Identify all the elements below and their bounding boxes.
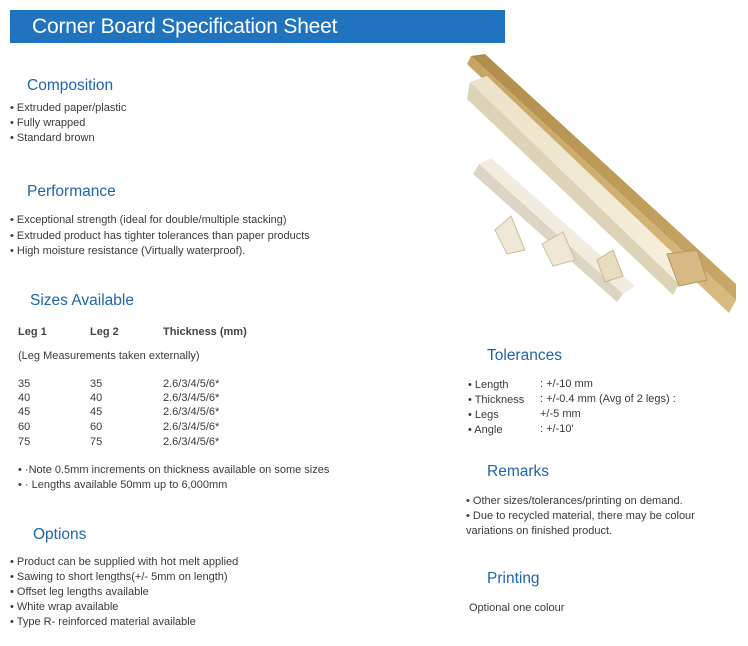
board-end-profile [495, 216, 525, 254]
table-cell: 75 [18, 436, 31, 448]
composition-item: • Standard brown [10, 132, 95, 144]
performance-item: • Exceptional strength (ideal for double/multiple stacking) [10, 214, 287, 226]
printing-heading: Printing [487, 570, 540, 587]
sizes-note: (Leg Measurements taken externally) [18, 350, 200, 362]
title-bar [10, 10, 505, 43]
composition-heading: Composition [27, 77, 114, 94]
table-cell: 2.6/3/4/5/6* [163, 392, 220, 404]
table-cell: 2.6/3/4/5/6* [163, 378, 220, 390]
tolerance-label: • Angle [468, 424, 503, 436]
table-cell: 40 [18, 392, 31, 404]
table-cell: 75 [90, 436, 103, 448]
table-cell: 35 [90, 378, 103, 390]
options-item: • White wrap available [10, 601, 119, 613]
performance-item: • Extruded product has tighter tolerances than paper products [10, 230, 310, 242]
sizes-header-thickness: Thickness (mm) [163, 326, 247, 338]
tolerance-label: • Legs [468, 409, 499, 421]
remarks-heading: Remarks [487, 463, 550, 480]
options-heading: Options [33, 526, 87, 543]
table-cell: 35 [18, 378, 31, 390]
table-cell: 2.6/3/4/5/6* [163, 406, 220, 418]
sizes-footnote: • · Lengths available 50mm up to 6,000mm [18, 479, 228, 491]
sizes-heading: Sizes Available [30, 292, 134, 309]
options-item: • Offset leg lengths available [10, 586, 149, 598]
tolerance-value: : +/-10' [540, 423, 574, 435]
performance-heading: Performance [27, 183, 116, 200]
sizes-header-leg1: Leg 1 [18, 326, 47, 338]
performance-item: • High moisture resistance (Virtually waterproof). [10, 245, 246, 257]
composition-item: • Fully wrapped [10, 117, 86, 129]
remarks-line: • Other sizes/tolerances/printing on demand. [466, 495, 683, 507]
table-cell: 40 [90, 392, 103, 404]
options-item: • Product can be supplied with hot melt applied [10, 556, 239, 568]
table-cell: 60 [90, 421, 103, 433]
tolerance-value: : +/-10 mm [540, 378, 593, 390]
remarks-line: variations on finished product. [466, 525, 613, 537]
tolerance-label: • Thickness [468, 394, 525, 406]
options-item: • Sawing to short lengths(+/- 5mm on length) [10, 571, 228, 583]
table-cell: 2.6/3/4/5/6* [163, 421, 220, 433]
remarks-line: • Due to recycled material, there may be colour [466, 510, 695, 522]
corner-board-image [467, 54, 736, 313]
page-title: Corner Board Specification Sheet [32, 15, 338, 38]
table-cell: 60 [18, 421, 31, 433]
tolerances-heading: Tolerances [487, 347, 562, 364]
tolerance-label: • Length [468, 379, 509, 391]
table-cell: 45 [90, 406, 103, 418]
tolerance-value: : +/-0.4 mm (Avg of 2 legs) : [540, 393, 676, 405]
table-cell: 2.6/3/4/5/6* [163, 436, 220, 448]
sizes-header-leg2: Leg 2 [90, 326, 119, 338]
composition-item: • Extruded paper/plastic [10, 102, 127, 114]
options-item: • Type R- reinforced material available [10, 616, 196, 628]
table-cell: 45 [18, 406, 31, 418]
tolerance-value: +/-5 mm [540, 408, 581, 420]
sizes-footnote: • ·Note 0.5mm increments on thickness available on some sizes [18, 464, 330, 476]
printing-text: Optional one colour [469, 602, 565, 614]
